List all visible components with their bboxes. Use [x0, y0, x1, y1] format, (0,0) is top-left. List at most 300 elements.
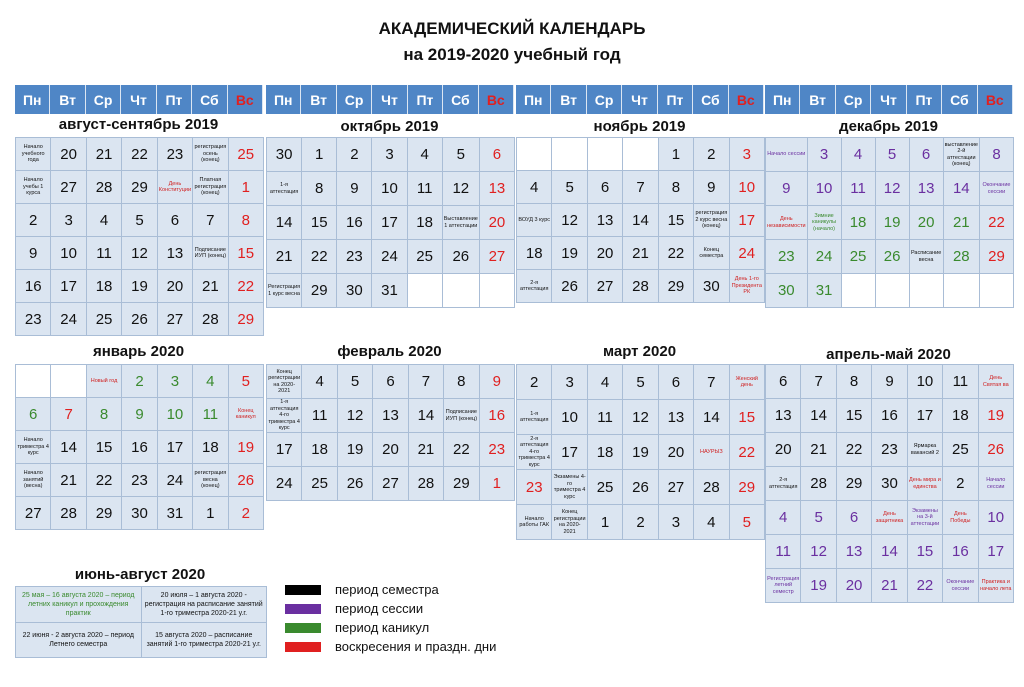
calendar-day: 17 [372, 206, 406, 239]
calendar-day: 23 [480, 433, 514, 466]
calendar-day: 21 [944, 206, 979, 239]
calendar-day: 21 [267, 240, 301, 273]
weekday-label: Ср [337, 85, 372, 114]
calendar-day: 29 [122, 171, 156, 203]
calendar-day: 21 [51, 464, 85, 496]
weekday-label: Пн [516, 85, 551, 114]
weekday-label: Чт [121, 85, 156, 114]
summer-cell: 25 мая – 16 августа 2020 – период летних каникул и прохождения практик [16, 587, 141, 622]
weekday-label: Пт [408, 85, 443, 114]
calendar-day [588, 138, 622, 170]
calendar-day: 13 [659, 400, 693, 434]
calendar-day: 5 [122, 204, 156, 236]
calendar-day: 22 [302, 240, 336, 273]
calendar-day: 5 [229, 365, 263, 397]
weekday-label: Сб [942, 85, 977, 114]
calendar-day: 26 [979, 433, 1013, 466]
weekday-label: Ср [836, 85, 871, 114]
calendar-day: 6 [158, 204, 192, 236]
calendar-note: Начало триместра 4 курс [16, 431, 50, 463]
calendar-note: 2-я аттестация [517, 270, 551, 302]
page-subtitle: на 2019-2020 учебный год [403, 45, 621, 64]
calendar-day: 29 [87, 497, 121, 529]
calendar-note: Регистрация летний семестр [766, 569, 800, 602]
calendar-day: 23 [766, 240, 807, 273]
calendar-day: 4 [517, 171, 551, 203]
calendar-day: 24 [730, 237, 764, 269]
calendar-day: 5 [801, 501, 835, 534]
calendar-note: День Победы [943, 501, 977, 534]
calendar-day: 2 [229, 497, 263, 529]
calendar-day [16, 365, 50, 397]
weekday-label: Сб [443, 85, 478, 114]
month-grid-oct [266, 137, 515, 308]
weekday-label: Вс [978, 85, 1013, 114]
calendar-day: 1 [302, 138, 336, 171]
calendar-day: 4 [842, 138, 875, 171]
calendar-day: 29 [730, 470, 764, 504]
calendar-day: 28 [87, 171, 121, 203]
calendar-day: 16 [16, 270, 50, 302]
legend-label: период сессии [335, 601, 424, 616]
calendar-day: 3 [51, 204, 85, 236]
calendar-day: 8 [980, 138, 1013, 171]
calendar-day: 9 [16, 237, 50, 269]
calendar-day: 27 [51, 171, 85, 203]
calendar-day: 3 [730, 138, 764, 170]
calendar-day: 26 [552, 270, 586, 302]
calendar-day: 25 [588, 470, 622, 504]
calendar-day: 6 [659, 365, 693, 399]
calendar-day: 29 [229, 303, 263, 335]
calendar-day: 16 [943, 535, 977, 568]
calendar-day: 26 [122, 303, 156, 335]
calendar-day: 22 [122, 138, 156, 170]
calendar-day: 12 [122, 237, 156, 269]
calendar-note: Подписание ИУП (конец) [193, 237, 227, 269]
legend-item [285, 580, 496, 599]
calendar-day [842, 274, 875, 307]
calendar-day: 15 [659, 204, 693, 236]
calendar-day: 24 [158, 464, 192, 496]
calendar-day: 29 [837, 467, 871, 500]
calendar-day: 7 [801, 365, 835, 398]
calendar-note: Конец регистрации на 2020-2021 [267, 365, 301, 398]
calendar-note: регистрация весна (конец) [193, 464, 227, 496]
weekday-label: Ср [587, 85, 622, 114]
weekday-label: Вт [50, 85, 85, 114]
summer-cell: 20 июля – 1 августа 2020 - регистрация на расписание занятий 1-го триместра 2020-21 у.г. [142, 587, 267, 622]
calendar-day: 10 [552, 400, 586, 434]
calendar-day: 10 [372, 172, 406, 205]
calendar-day: 29 [659, 270, 693, 302]
calendar-day: 17 [158, 431, 192, 463]
calendar-day: 8 [444, 365, 478, 398]
weekday-label: Вт [301, 85, 336, 114]
calendar-day: 16 [122, 431, 156, 463]
calendar-day: 9 [694, 171, 728, 203]
calendar-day: 18 [517, 237, 551, 269]
calendar-day: 4 [87, 204, 121, 236]
calendar-day: 19 [229, 431, 263, 463]
calendar-note: 2-я аттестация 4-го триместра 4 курс [518, 435, 550, 468]
month-title-mar: март 2020 [602, 343, 677, 360]
legend-label: период каникул [335, 620, 430, 635]
calendar-day: 12 [443, 172, 479, 205]
calendar-day: 21 [87, 138, 121, 170]
weekday-header-2 [266, 85, 514, 114]
calendar-day: 8 [837, 365, 871, 398]
calendar-day: 14 [409, 399, 443, 432]
weekday-header-3 [516, 85, 764, 114]
calendar-day: 23 [158, 138, 192, 170]
calendar-day: 22 [659, 237, 693, 269]
calendar-day: 13 [837, 535, 871, 568]
calendar-day: 17 [908, 399, 942, 432]
calendar-day [944, 274, 979, 307]
month-grid-jan [15, 364, 264, 530]
calendar-day: 27 [16, 497, 50, 529]
calendar-day: 20 [480, 206, 514, 239]
calendar-day: 1 [229, 171, 263, 203]
calendar-day: 20 [373, 433, 407, 466]
month-title-aug-sep: август-сентябрь 2019 [58, 116, 219, 133]
calendar-note: Платная регистрация (конец) [193, 171, 227, 203]
calendar-day: 1 [480, 467, 514, 500]
calendar-note: Конец регистрации на 2020-2021 [552, 505, 586, 539]
month-grid-dec [765, 137, 1014, 308]
weekday-label: Чт [372, 85, 407, 114]
calendar-day [51, 365, 85, 397]
weekday-label: Ср [86, 85, 121, 114]
calendar-day: 14 [801, 399, 835, 432]
calendar-note: День Святая ва [979, 365, 1013, 398]
calendar-day: 15 [908, 535, 942, 568]
calendar-day: 7 [193, 204, 227, 236]
month-title-apr-may: апрель-май 2020 [826, 346, 951, 363]
calendar-day: 18 [588, 435, 622, 469]
calendar-day: 13 [910, 172, 943, 205]
calendar-day: 2 [623, 505, 657, 539]
calendar-day: 9 [872, 365, 906, 398]
calendar-day: 19 [979, 399, 1013, 432]
calendar-day: 13 [766, 399, 800, 432]
calendar-day: 14 [694, 400, 728, 434]
calendar-day: 13 [480, 172, 514, 205]
calendar-note: Выставление 1 аттестации [443, 206, 479, 239]
calendar-day [517, 138, 551, 170]
legend [285, 580, 496, 656]
calendar-note: Зимние каникулы (начало) [808, 206, 841, 239]
calendar-day [443, 274, 479, 307]
calendar-day [408, 274, 442, 307]
calendar-day [876, 274, 909, 307]
calendar-day: 27 [373, 467, 407, 500]
summer-title: июнь-август 2020 [74, 566, 206, 583]
calendar-day: 3 [372, 138, 406, 171]
calendar-day: 20 [766, 433, 800, 466]
calendar-day: 15 [302, 206, 336, 239]
calendar-day: 30 [122, 497, 156, 529]
calendar-day: 25 [302, 467, 336, 500]
calendar-day: 1 [659, 138, 693, 170]
calendar-day: 23 [872, 433, 906, 466]
month-grid-apr-may [765, 364, 1014, 603]
calendar-day: 19 [122, 270, 156, 302]
calendar-day: 19 [623, 435, 657, 469]
calendar-day: 22 [908, 569, 942, 602]
month-title-nov: ноябрь 2019 [593, 118, 686, 135]
calendar-day: 15 [229, 237, 263, 269]
calendar-day: 7 [409, 365, 443, 398]
month-grid-mar [516, 364, 765, 540]
calendar-day: 4 [766, 501, 800, 534]
calendar-day: 20 [51, 138, 85, 170]
calendar-day: 18 [943, 399, 977, 432]
calendar-day: 20 [910, 206, 943, 239]
calendar-day: 8 [87, 398, 121, 430]
calendar-day: 28 [193, 303, 227, 335]
legend-item [285, 599, 496, 618]
calendar-day: 27 [659, 470, 693, 504]
calendar-day: 29 [444, 467, 478, 500]
calendar-day: 26 [623, 470, 657, 504]
calendar-day: 18 [408, 206, 442, 239]
calendar-day: 23 [122, 464, 156, 496]
calendar-day: 22 [229, 270, 263, 302]
calendar-day: 18 [842, 206, 875, 239]
calendar-day: 20 [659, 435, 693, 469]
calendar-note: 1-я аттестация 4-го триместра 4 курс [268, 399, 300, 432]
calendar-note: НАУРЫЗ [694, 435, 728, 469]
weekday-label: Чт [871, 85, 906, 114]
legend-swatch [285, 642, 321, 652]
calendar-note: регистрация осень (конец) [193, 138, 227, 170]
weekday-label: Сб [192, 85, 227, 114]
calendar-day: 29 [302, 274, 336, 307]
calendar-day: 19 [801, 569, 835, 602]
calendar-day: 28 [801, 467, 835, 500]
calendar-day: 17 [267, 433, 301, 466]
weekday-header-4 [765, 85, 1013, 114]
calendar-day: 7 [694, 365, 728, 399]
calendar-day: 11 [943, 365, 977, 398]
calendar-day: 11 [408, 172, 442, 205]
month-grid-aug-sep [15, 137, 264, 336]
calendar-day: 19 [876, 206, 909, 239]
calendar-note: Окончание сессии [980, 172, 1013, 205]
month-title-dec: декабрь 2019 [839, 118, 938, 135]
calendar-day: 11 [766, 535, 800, 568]
calendar-day: 10 [730, 171, 764, 203]
calendar-day: 26 [229, 464, 263, 496]
weekday-label: Пт [157, 85, 192, 114]
legend-label: воскресения и праздн. дни [335, 639, 497, 654]
calendar-day: 11 [842, 172, 875, 205]
calendar-day: 13 [588, 204, 622, 236]
calendar-day: 12 [801, 535, 835, 568]
weekday-label: Вт [800, 85, 835, 114]
calendar-note: Конец семестра [694, 237, 728, 269]
calendar-day: 24 [808, 240, 841, 273]
calendar-note: Расписание весна [910, 240, 943, 273]
calendar-day: 14 [623, 204, 657, 236]
calendar-day: 4 [302, 365, 336, 398]
legend-label: период семестра [335, 582, 439, 597]
calendar-day: 19 [338, 433, 372, 466]
calendar-day: 16 [872, 399, 906, 432]
legend-swatch [285, 604, 321, 614]
calendar-day: 18 [193, 431, 227, 463]
calendar-day: 11 [302, 399, 336, 432]
calendar-day: 10 [979, 501, 1013, 534]
calendar-note: Ярмарка вакансий 2 [908, 433, 942, 466]
calendar-day: 26 [443, 240, 479, 273]
month-grid-feb [266, 364, 515, 501]
calendar-note: выставление 2-й аттестации (конец) [944, 138, 979, 171]
calendar-day: 22 [837, 433, 871, 466]
calendar-day: 12 [623, 400, 657, 434]
calendar-note: регистрация 2 курс весна (конец) [694, 204, 728, 236]
calendar-day: 18 [87, 270, 121, 302]
calendar-day: 10 [808, 172, 841, 205]
calendar-day: 28 [409, 467, 443, 500]
calendar-note: Новый год [87, 365, 121, 397]
calendar-note: 1-я аттестация [517, 400, 551, 434]
legend-swatch [285, 585, 321, 595]
calendar-day [980, 274, 1013, 307]
calendar-day: 17 [552, 435, 586, 469]
calendar-day: 24 [267, 467, 301, 500]
calendar-day: 6 [373, 365, 407, 398]
calendar-day: 6 [588, 171, 622, 203]
weekday-label: Вс [729, 85, 764, 114]
calendar-day: 21 [801, 433, 835, 466]
calendar-day: 12 [338, 399, 372, 432]
calendar-day: 15 [87, 431, 121, 463]
calendar-day: 18 [302, 433, 336, 466]
calendar-day: 5 [443, 138, 479, 171]
calendar-note: ВОУД 3 курс [517, 204, 551, 236]
calendar-day: 6 [910, 138, 943, 171]
calendar-note: Женский день [730, 365, 764, 399]
calendar-day: 28 [944, 240, 979, 273]
calendar-day: 2 [694, 138, 728, 170]
calendar-day: 14 [944, 172, 979, 205]
calendar-day: 5 [623, 365, 657, 399]
calendar-day: 12 [552, 204, 586, 236]
calendar-day: 2 [943, 467, 977, 500]
calendar-day: 15 [730, 400, 764, 434]
calendar-note: 2-я аттестация [766, 467, 800, 500]
calendar-day: 1 [588, 505, 622, 539]
calendar-day: 13 [373, 399, 407, 432]
calendar-day: 4 [408, 138, 442, 171]
calendar-note: Начало учебного года [16, 138, 50, 170]
calendar-day: 22 [730, 435, 764, 469]
calendar-note: День мира и единства [908, 467, 942, 500]
calendar-day: 26 [876, 240, 909, 273]
legend-item [285, 637, 496, 656]
calendar-note: Начало работы ГАК [517, 505, 551, 539]
calendar-note: День 1-го Президента РК [730, 270, 764, 302]
calendar-day: 7 [51, 398, 85, 430]
calendar-day [623, 138, 657, 170]
calendar-day: 2 [517, 365, 551, 399]
calendar-day: 30 [694, 270, 728, 302]
calendar-day: 20 [837, 569, 871, 602]
calendar-day: 27 [158, 303, 192, 335]
calendar-day: 17 [979, 535, 1013, 568]
calendar-note: Экзамены 4-го триместра 4 курс [552, 470, 586, 504]
calendar-day: 2 [16, 204, 50, 236]
calendar-day [480, 274, 514, 307]
weekday-label: Чт [622, 85, 657, 114]
calendar-day: 3 [552, 365, 586, 399]
calendar-day: 30 [872, 467, 906, 500]
calendar-day: 25 [229, 138, 263, 170]
calendar-day: 21 [193, 270, 227, 302]
calendar-note: День защитника [872, 501, 906, 534]
calendar-day: 21 [623, 237, 657, 269]
calendar-note: День Конституции [158, 171, 192, 203]
calendar-day: 23 [16, 303, 50, 335]
calendar-day: 10 [51, 237, 85, 269]
calendar-day: 4 [193, 365, 227, 397]
calendar-day: 14 [267, 206, 301, 239]
calendar-note: Окончание сессии [943, 569, 977, 602]
calendar-day: 30 [337, 274, 371, 307]
calendar-day: 30 [766, 274, 807, 307]
calendar-day: 23 [337, 240, 371, 273]
calendar-note: Начало сессии [766, 138, 807, 171]
calendar-day: 3 [659, 505, 693, 539]
calendar-day: 10 [908, 365, 942, 398]
calendar-day [552, 138, 586, 170]
calendar-day: 30 [267, 138, 301, 171]
calendar-day: 6 [16, 398, 50, 430]
calendar-day: 29 [980, 240, 1013, 273]
calendar-day: 26 [338, 467, 372, 500]
calendar-day: 9 [337, 172, 371, 205]
calendar-day: 25 [943, 433, 977, 466]
calendar-day: 5 [730, 505, 764, 539]
calendar-note: День независимости [766, 206, 807, 239]
calendar-day: 24 [372, 240, 406, 273]
calendar-day: 21 [409, 433, 443, 466]
summer-table [15, 586, 267, 658]
weekday-label: Пт [907, 85, 942, 114]
calendar-day: 16 [337, 206, 371, 239]
calendar-day: 5 [552, 171, 586, 203]
calendar-day: 24 [51, 303, 85, 335]
calendar-note: Практика и начало лета [979, 569, 1013, 602]
calendar-day: 6 [480, 138, 514, 171]
calendar-day: 28 [51, 497, 85, 529]
calendar-day: 25 [87, 303, 121, 335]
calendar-day: 7 [623, 171, 657, 203]
calendar-day: 22 [980, 206, 1013, 239]
weekday-header-1 [15, 85, 263, 114]
calendar-day: 25 [842, 240, 875, 273]
calendar-note: Экзамены на 3-й аттестации [908, 501, 942, 534]
weekday-label: Пн [15, 85, 50, 114]
calendar-day: 15 [837, 399, 871, 432]
calendar-note: 1-я аттестация [267, 172, 301, 205]
summer-cell: 22 июня - 2 августа 2020 – период Летнего семестра [16, 623, 141, 658]
calendar-note: Подписание ИУП (конец) [444, 399, 478, 432]
calendar-note: Начало сессии [979, 467, 1013, 500]
